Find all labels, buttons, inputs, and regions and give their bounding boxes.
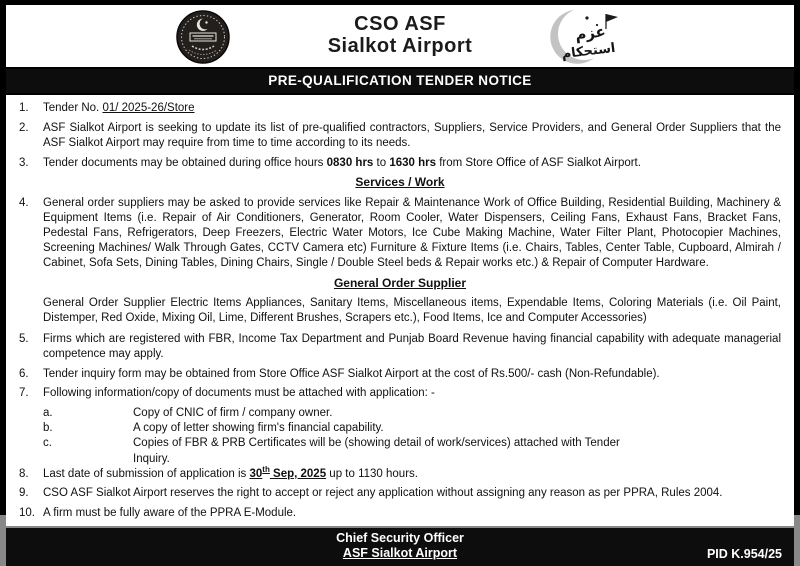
item-text: [43, 156, 781, 171]
text-segment: to: [373, 156, 390, 169]
text-segment: Copies of FBR & PRB Certificates will be (showing detail of work/services) attached with Tender: [133, 437, 620, 450]
item-text: [43, 464, 781, 482]
text-segment: 1630 hrs: [389, 156, 436, 169]
text-segment: Tender documents may be obtained during office hours: [43, 156, 327, 169]
text-segment: Tender inquiry form may be obtained from Store Office ASF Sialkot Airport at the cost of Rs.500/- cash (Non-Refundable).: [43, 367, 660, 380]
sub-item-text: [133, 436, 781, 466]
notice-body: [6, 95, 794, 526]
section-heading: Services / Work: [355, 175, 445, 190]
title-line1: CSO ASF: [354, 13, 446, 35]
item-text: [43, 121, 781, 151]
sub-item-letter: c.: [43, 437, 52, 450]
notice-item-10: [19, 506, 781, 521]
azm-istehkam-crescent-icon: [544, 8, 628, 66]
notice-item-8: [19, 464, 781, 482]
item-number: 6.: [19, 367, 29, 380]
notice-item-3: [19, 156, 781, 171]
notice-title-bar: [6, 69, 794, 93]
footer: [6, 528, 794, 566]
sub-item-text: [133, 406, 781, 421]
item-text: [43, 367, 781, 382]
azm-text-line2: استحکام: [560, 40, 617, 63]
notice-item-9: [19, 486, 781, 501]
item-number: 9.: [19, 487, 29, 500]
item-text: [43, 386, 781, 401]
signatory-org: ASF Sialkot Airport: [342, 545, 458, 560]
notice-item-7: [19, 386, 781, 401]
header: [6, 5, 794, 67]
text-segment: General Order Supplier Electric Items Appliances, Sanitary Items, Miscellaneous items, Expendable Items, Coloring Materials (i.e. Oil Paint, Distemper, Red Oxide, Mixing Oil, Lime, Different Brushes, Scrapers etc.), Food Items, Ice and Computer Accessories): [43, 297, 781, 325]
text-segment: Last date of submission of application is: [43, 467, 250, 480]
text-segment: up to 1130 hours.: [326, 467, 418, 480]
signatory-title: Chief Security Officer: [336, 530, 464, 545]
notice-item-2: [19, 121, 781, 151]
notice-item-1: [19, 101, 781, 116]
notice-item-4: [19, 196, 781, 272]
text-segment: ASF Sialkot Airport is seeking to update its list of pre-qualified contractors, Suppliers, Service Providers, and General Order Suppliers that the ASF Sialkot Airport may require from time to time according to its needs.: [43, 121, 781, 149]
text-segment: Inquiry.: [133, 452, 170, 465]
sub-item-b: [43, 421, 781, 436]
item-number: 4.: [19, 196, 29, 209]
text-segment: Copy of CNIC of firm / company owner.: [133, 406, 333, 419]
sub-item-letter: b.: [43, 422, 53, 435]
pid-number: PID K.954/25: [706, 546, 782, 561]
sub-item-c: [43, 436, 781, 466]
azm-text-line1: عزم: [574, 22, 607, 44]
notice-item-6: [19, 367, 781, 382]
text-segment: 0830 hrs: [326, 156, 374, 169]
supplier-description: [43, 296, 781, 326]
text-segment: from Store Office of ASF Sialkot Airport.: [436, 156, 641, 169]
item-text: [43, 332, 781, 362]
text-segment: 01/ 2025-26/Store: [102, 102, 195, 114]
text-segment: 30: [249, 467, 263, 480]
text-segment: Following information/copy of documents must be attached with application: -: [43, 387, 435, 400]
item-number: 7.: [19, 387, 29, 400]
text-segment: th: [262, 464, 270, 474]
item-text: [43, 101, 781, 116]
item-number: 2.: [19, 121, 29, 134]
notice-title: PRE-QUALIFICATION TENDER NOTICE: [268, 73, 532, 88]
item-number: 8.: [19, 467, 29, 480]
item-text: [43, 506, 781, 521]
item-text: [43, 196, 781, 272]
sub-item-text: [133, 421, 781, 436]
sub-item-a: [43, 406, 781, 421]
item-number: 5.: [19, 332, 29, 345]
text-segment: Sep, 2025: [269, 467, 327, 480]
text-segment: Firms which are registered with FBR, Income Tax Department and Punjab Board Revenue having financial capability with adequate managerial competence may apply.: [43, 332, 781, 360]
item-number: 1.: [19, 102, 29, 114]
sub-item-letter: a.: [43, 406, 53, 419]
text-segment: A copy of letter showing firm's financial capability.: [133, 422, 384, 435]
text-segment: General order suppliers may be asked to provide services like Repair & Maintenance Work of Office Building, Residential Building, Machinery & Equipment Items (i.e. Repair of Air Conditioners, Generator, Room Cooler, Water Dispensers, Ceiling Fans, Exhaust Fans, Bracket Fans, Pedestal Fans, Refrigerators, Deep Freezers, Electric Water Motors, Ice Cube Making Machine, Water Filter Plant, Photocopier Machines, Screening Machines/ Walk Through Gates, CCTV Camera etc) Furniture & Fixture Items (i.e. Chairs, Tables, Center Table, Cupboard, Almirah / Cabinet, Sofa Sets, Dining Tables, Dining Chairs, Single / Double Steel beds & Repair works etc.) & Repair of Computer Hardware.: [43, 196, 781, 270]
text-segment: CSO ASF Sialkot Airport reserves the right to accept or reject any application without assigning any reason as per PPRA, Rules 2004.: [43, 487, 723, 500]
section-heading: General Order Supplier: [333, 276, 467, 291]
title-line2: Sialkot Airport: [327, 35, 473, 57]
item-text: [43, 486, 781, 501]
item-number: 3.: [19, 156, 29, 169]
text-segment: Tender No.: [43, 102, 103, 114]
page-title: [6, 13, 794, 57]
text-segment: A firm must be fully aware of the PPRA E-Module.: [43, 507, 297, 520]
notice-item-5: [19, 332, 781, 362]
item-number: 10.: [19, 507, 35, 520]
